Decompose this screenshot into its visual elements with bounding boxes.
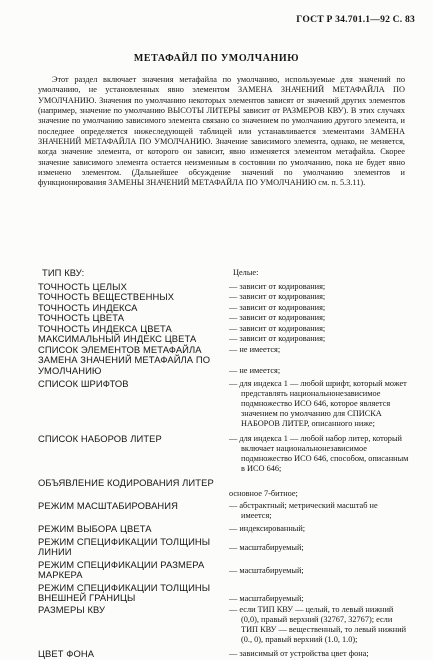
table-row: [38, 605, 410, 645]
header-term: ТИП КВУ:: [42, 267, 85, 278]
row-definition: — для индекса 1 — любой шрифт, который может представлять национальнонезависимое подмножество ИСО 646, которое является значением по умолчанию для СПИСКА НАБОРОВ ЛИТЕР, описанного ниже;: [229, 379, 407, 429]
table-row: [38, 434, 410, 474]
row-term: ТОЧНОСТЬ ЦЕЛЫХ: [38, 280, 127, 292]
table-row: [38, 501, 410, 521]
row-term: РЕЖИМ СПЕЦИФИКАЦИИ РАЗМЕРА МАРКЕРА: [38, 558, 205, 581]
row-definition: — зависит от кодирования;: [229, 302, 326, 312]
table-row: [38, 478, 410, 499]
table-row: [38, 649, 410, 660]
row-definition: — зависимый от устройства цвет фона;: [229, 649, 369, 659]
intro-text: Этот раздел включает значения метафайла по умолчанию, используемые для значений по умолчанию, не установленных явно элементом ЗАМЕНА ЗНАЧЕНИЙ МЕТАФАЙЛА ПО УМОЛЧАНИЮ. Значения по умолчанию некоторых элементов зависят от значений других элементов (например, значение по умолчанию ВЫСОТЫ ЛИТЕРЫ зависит от РАЗМЕРОВ КВУ). В этих случаях значение по умолчанию зависимого элемента связано со значением по умолчанию другого элемента, и последнее определяется нижеследующей таблицей или устанавливается элементами ЗАМЕНА ЗНАЧЕНИЙ МЕТАФАЙЛА ПО УМОЛЧАНИЮ. Значение зависимого элемента, однако, не меняется, когда значение элемента, от которого он зависит, явно изменяется элементом метафайла. Скорее значение зависимого элемента остается неизменным в состоянии по умолчанию, пока не будет явно изменено элементом. (Дальнейшее обсуждение значений по умолчанию элементов и функционирования ЗАМЕНЫ ЗНАЧЕНИЙ МЕТАФАЙЛА ПО УМОЛЧАНИЮ см. п. 5.3.11).: [38, 75, 405, 188]
row-definition: — для индекса 1 — любой набор литер, который включает национальнонезависимое подмножество ИСО 646, способом, описанным в ИСО 646;: [229, 433, 409, 473]
row-definition: — зависит от кодирования;: [229, 281, 326, 291]
row-term: РАЗМЕРЫ КВУ: [38, 603, 106, 615]
row-definition: основное 7-битное;: [229, 488, 298, 498]
section-title: МЕТАФАЙЛ ПО УМОЛЧАНИЮ: [133, 53, 300, 64]
row-definition: — зависит от кодирования;: [229, 334, 326, 343]
intro-paragraph: [38, 75, 405, 189]
row-term: РЕЖИМ ВЫБОРА ЦВЕТА: [38, 523, 152, 535]
row-term: ТОЧНОСТЬ ЦВЕТА: [38, 312, 125, 323]
row-definition: — не имеется;: [229, 366, 281, 375]
header-definition: Целые:: [233, 268, 259, 277]
row-term: РЕЖИМ СПЕЦИФИКАЦИИ ТОЛЩИНЫ ВНЕШНЕЙ ГРАНИЦЫ: [38, 581, 211, 604]
table-header-row: [38, 268, 410, 279]
row-definition: — зависит от кодирования;: [229, 313, 326, 322]
table-row: [38, 560, 410, 581]
row-definition: — абстрактный; метрический масштаб не имеется;: [229, 501, 378, 521]
row-term: СПИСОК НАБОРОВ ЛИТЕР: [38, 432, 162, 444]
table-row: [38, 292, 410, 303]
row-definition: — индексированный;: [229, 524, 306, 534]
row-term: СПИСОК ЭЛЕМЕНТОВ МЕТАФАЙЛА: [38, 343, 202, 355]
row-term: МАКСИМАЛЬНЫЙ ИНДЕКС ЦВЕТА: [38, 333, 197, 344]
table-row: [38, 379, 410, 429]
table-row: [38, 355, 410, 376]
row-definition: — не имеется;: [229, 344, 281, 354]
page-header: ГОСТ Р 34.701.1—92 С. 83: [296, 14, 415, 25]
defaults-table: [38, 268, 410, 660]
table-row: [38, 537, 410, 558]
row-definition: — масштабируемый;: [229, 542, 304, 552]
row-definition: — масштабируемый;: [229, 565, 304, 575]
row-term: ЗАМЕНА ЗНАЧЕНИЙ МЕТАФАЙЛА ПО УМОЛЧАНИЮ: [38, 354, 211, 376]
row-definition: — зависит от кодирования;: [229, 323, 326, 333]
row-term: СПИСОК ШРИФТОВ: [38, 378, 129, 390]
row-term: ОБЪЯВЛЕНИЕ КОДИРОВАНИЯ ЛИТЕР: [38, 476, 214, 488]
table-row: [38, 583, 410, 604]
row-term: РЕЖИМ СПЕЦИФИКАЦИИ ТОЛЩИНЫ ЛИНИИ: [38, 535, 211, 558]
row-definition: — зависит от кодирования;: [229, 292, 326, 301]
table-row: [38, 334, 410, 345]
row-term: ТОЧНОСТЬ ИНДЕКСА: [38, 301, 138, 313]
row-definition: — масштабируемый;: [229, 593, 304, 603]
table-row: [38, 313, 410, 324]
row-term: РЕЖИМ МАСШТАБИРОВАНИЯ: [38, 500, 179, 512]
row-definition: — если ТИП КВУ — целый, то левый нижний (0,0), правый верхний (32767, 32767); если ТИП КВУ — вещественный, то левый нижний (0., 0), правый верхний (1.0, 1.0);: [229, 604, 407, 645]
row-term: ТОЧНОСТЬ ИНДЕКСА ЦВЕТА: [38, 322, 172, 334]
table-row: [38, 524, 410, 535]
row-term: ТОЧНОСТЬ ВЕЩЕСТВЕННЫХ: [38, 291, 175, 302]
row-term: ЦВЕТ ФОНА: [38, 648, 95, 660]
